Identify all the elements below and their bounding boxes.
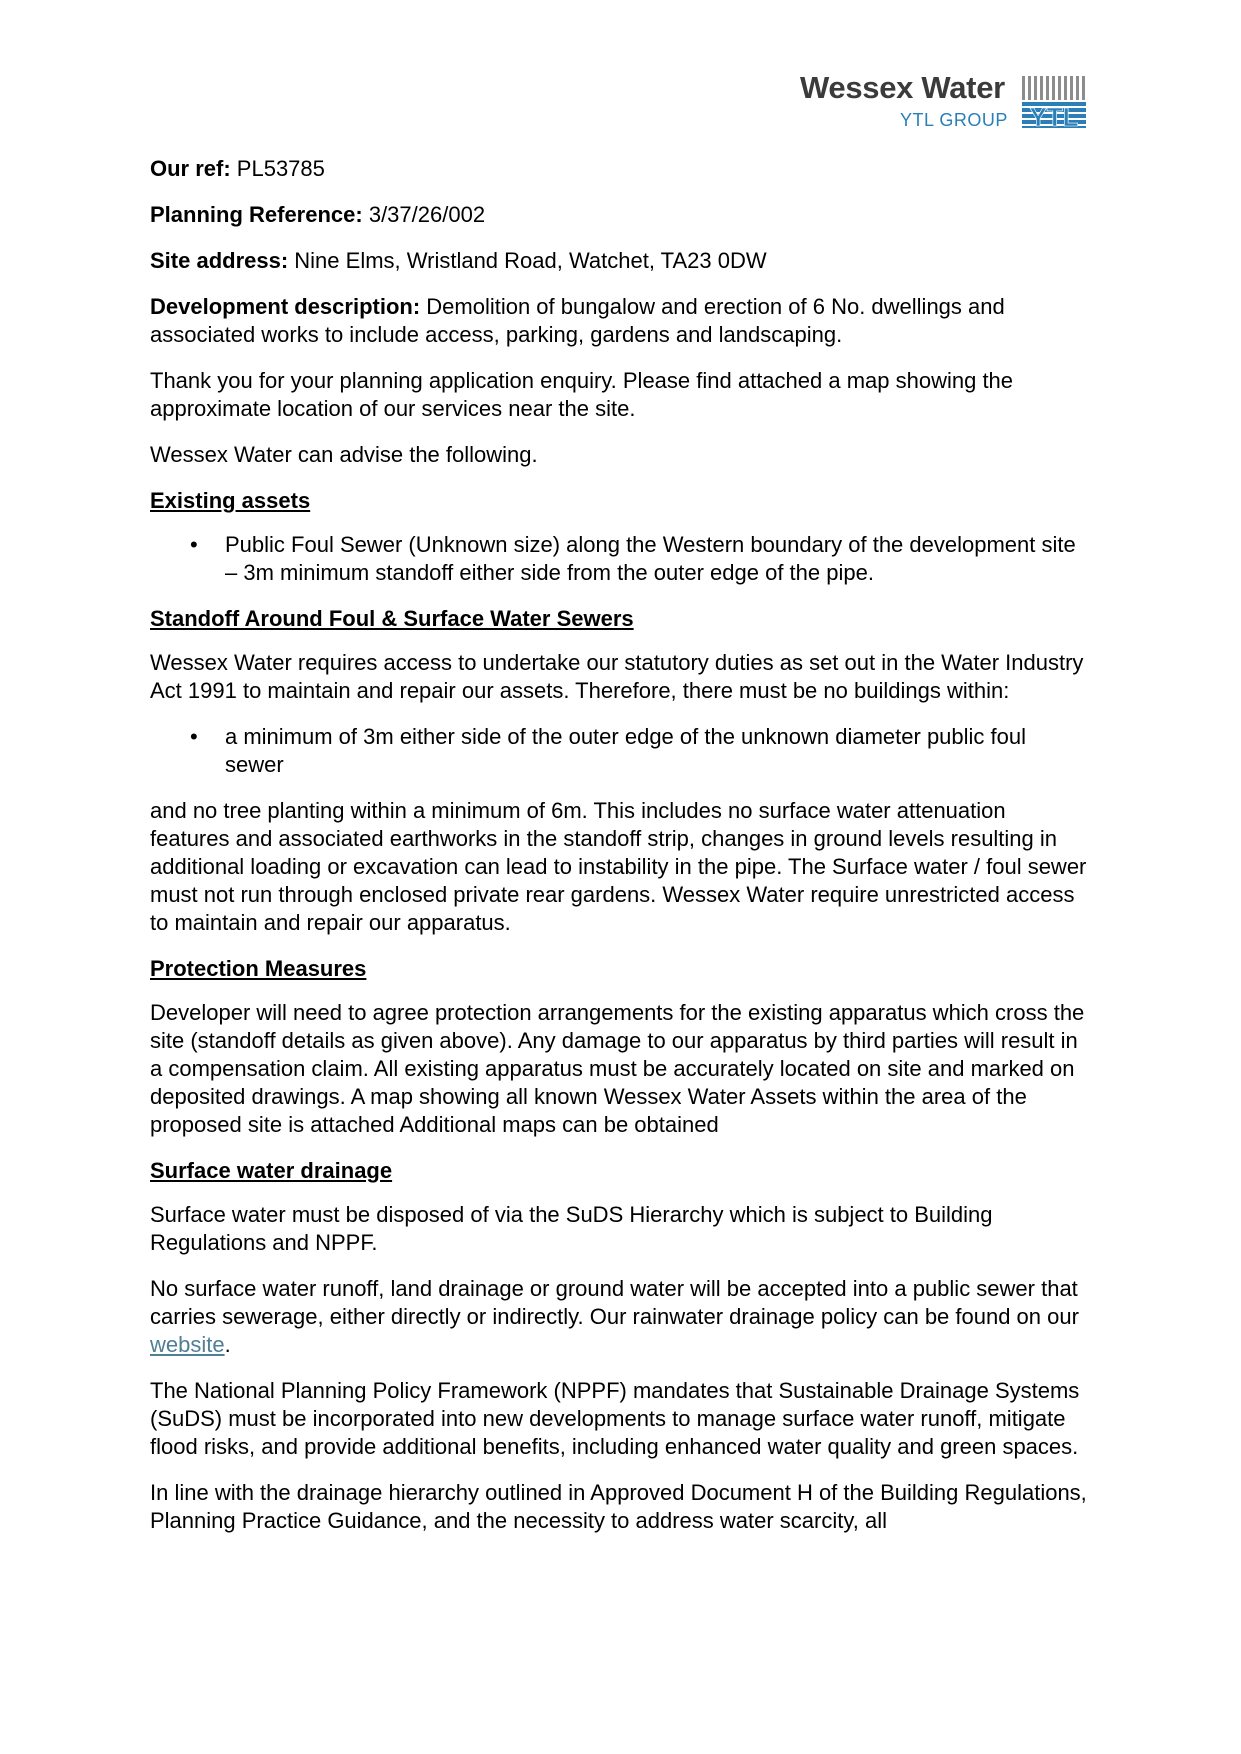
site-address-line — [150, 247, 1090, 275]
surface-water-paragraph-2-end: . — [224, 1332, 231, 1357]
logo-group-text: YTL GROUP — [900, 110, 1008, 130]
website-link[interactable]: website — [150, 1332, 225, 1357]
bullet-text: a minimum of 3m either side of the outer edge of the unknown diameter public foul sewer — [225, 724, 1027, 777]
list-item — [150, 531, 1090, 587]
protection-heading: Protection Measures — [150, 956, 367, 981]
standoff-paragraph: Wessex Water requires access to undertake our statutory duties as set out in the Water Industry Act 1991 to maintain and repair our assets. Therefore, there must be no buildings within: — [150, 650, 1084, 703]
standoff-list — [150, 723, 1090, 779]
ytl-mark-icon — [1022, 76, 1088, 130]
our-ref-line — [150, 155, 1090, 183]
standoff-paragraph-continued: and no tree planting within a minimum of 6m. This includes no surface water attenuation features and associated earthworks in the standoff strip, changes in ground levels resulting in additional loading or excavation can lead to instability in the pipe. The Surface water / foul sewer must not run through enclosed private rear gardens. Wessex Water require unrestricted access to maintain and repair our apparatus. — [150, 798, 1087, 935]
existing-assets-heading: Existing assets — [150, 488, 311, 513]
surface-water-paragraph-3: The National Planning Policy Framework (NPPF) mandates that Sustainable Drainage Systems (SuDS) must be incorporated into new developments to manage surface water runoff, mitigate flood risks, and provide additional benefits, including enhanced water quality and green spaces. — [150, 1378, 1080, 1459]
development-description-line — [150, 293, 1090, 349]
site-address-label: Site address: — [150, 248, 289, 273]
our-ref-value: PL53785 — [230, 156, 325, 181]
ytl-mark-letters: YTL — [1029, 102, 1079, 130]
bullet-icon: • — [190, 724, 198, 749]
intro-thanks: Thank you for your planning application enquiry. Please find attached a map showing the approximate location of our services near the site. — [150, 368, 1014, 421]
letter-body — [150, 155, 1090, 1553]
surface-water-paragraph-2 — [150, 1275, 1090, 1359]
site-address-value: Nine Elms, Wristland Road, Watchet, TA23 0DW — [288, 248, 767, 273]
our-ref-label: Our ref: — [150, 156, 231, 181]
development-description-value: Demolition of bungalow and erection of 6 No. dwellings and associated works to include access, parking, gardens and landscaping. — [150, 294, 1005, 347]
intro-advise: Wessex Water can advise the following. — [150, 442, 538, 467]
existing-assets-list — [150, 531, 1090, 587]
development-description-label: Development description: — [150, 294, 421, 319]
standoff-heading: Standoff Around Foul & Surface Water Sewers — [150, 606, 634, 631]
surface-water-paragraph-4: In line with the drainage hierarchy outlined in Approved Document H of the Building Regulations, Planning Practice Guidance, and the necessity to address water scarcity, all — [150, 1480, 1087, 1533]
bullet-icon: • — [190, 532, 198, 557]
protection-paragraph: Developer will need to agree protection arrangements for the existing apparatus which cross the site (standoff details as given above). Any damage to our apparatus by third parties will result in a compensation claim. All existing apparatus must be accurately located on site and marked on deposited drawings. A map showing all known Wessex Water Assets within the area of the proposed site is attached Additional maps can be obtained — [150, 1000, 1085, 1137]
wessex-water-logo — [800, 70, 1100, 135]
surface-water-paragraph-1: Surface water must be disposed of via the SuDS Hierarchy which is subject to Building Regulations and NPPF. — [150, 1202, 993, 1255]
planning-reference-line — [150, 201, 1090, 229]
planning-reference-label: Planning Reference: — [150, 202, 363, 227]
planning-reference-value: 3/37/26/002 — [362, 202, 486, 227]
logo-brand-text: Wessex Water — [800, 70, 1005, 105]
bullet-text: Public Foul Sewer (Unknown size) along the Western boundary of the development site – 3m minimum standoff either side from the outer edge of the pipe. — [225, 532, 1076, 585]
surface-water-paragraph-2-text: No surface water runoff, land drainage or ground water will be accepted into a public sewer that carries sewerage, either directly or indirectly. Our rainwater drainage policy can be found on our — [150, 1276, 1079, 1329]
list-item — [150, 723, 1090, 779]
surface-water-heading: Surface water drainage — [150, 1158, 393, 1183]
